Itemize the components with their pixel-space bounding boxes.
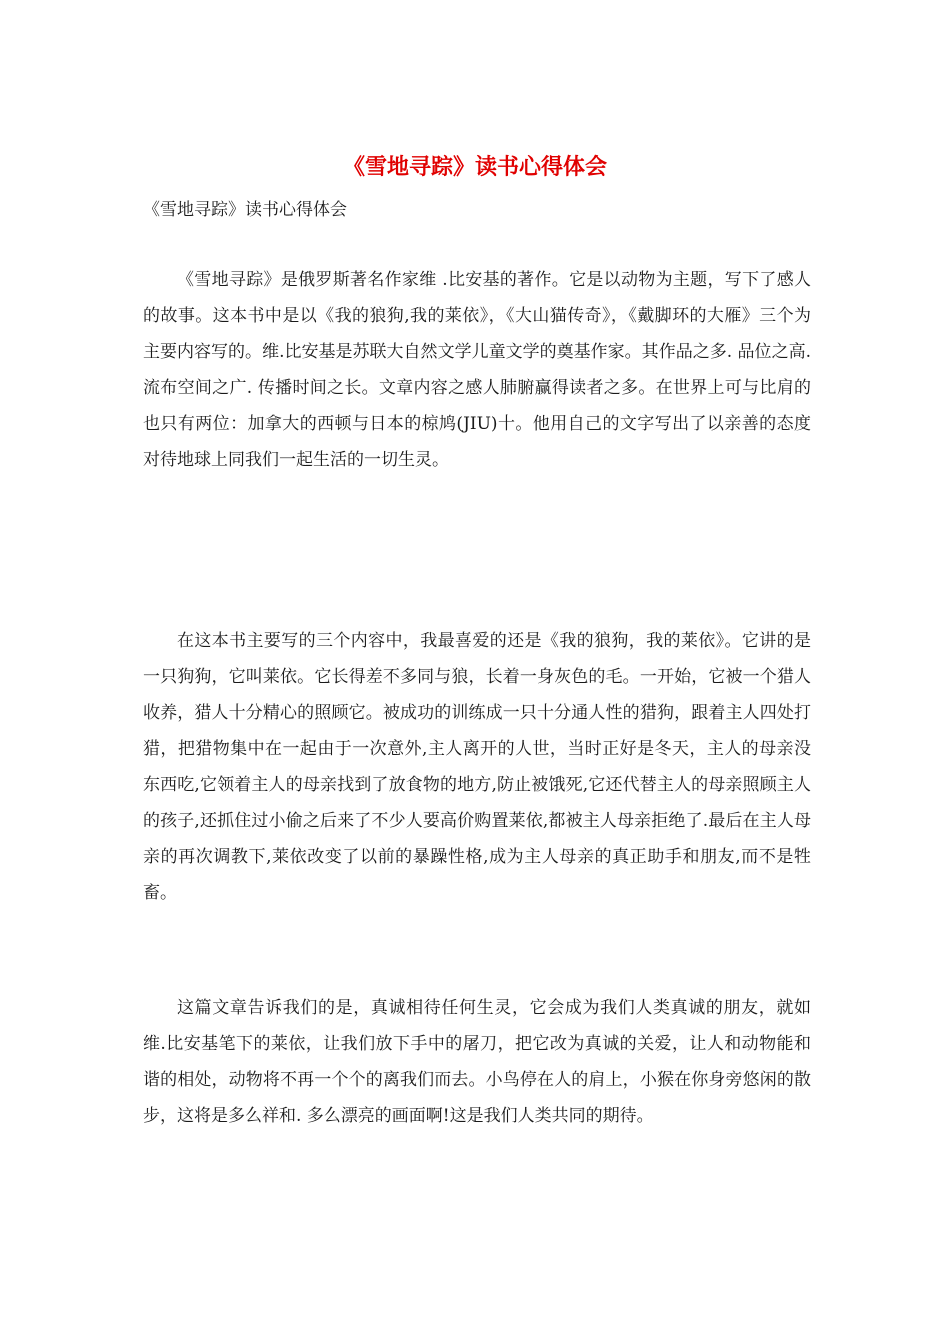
document-subtitle: 《雪地寻踪》读书心得体会 xyxy=(143,200,347,220)
paragraph-1: 《雪地寻踪》是俄罗斯著名作家维 .比安基的著作。它是以动物为主题，写下了感人的故事。这本书中是以《我的狼狗,我的莱依》，《大山猫传奇》，《戴脚环的大雁》三个为主要内容写的。维.比安基是苏联大自然文学儿童文学的奠基作家。其作品之多. 品位之高. 流布空间之广. 传播时间之长。文章内容之感人肺腑赢得读者之多。在世界上可与比肩的也只有两位：加拿大的西顿与日本的椋鸠(JIU)十。他用自己的文字写出了以亲善的态度对待地球上同我们一起生活的一切生灵。 xyxy=(143,270,811,470)
paragraph-3: 这篇文章告诉我们的是，真诚相待任何生灵，它会成为我们人类真诚的朋友，就如维.比安基笔下的莱依，让我们放下手中的屠刀，把它改为真诚的关爱，让人和动物能和谐的相处，动物将不再一个个的离我们而去。小鸟停在人的肩上，小猴在你身旁悠闲的散步，这将是多么祥和. 多么漂亮的画面啊!这是我们人类共同的期待。 xyxy=(143,998,811,1126)
document-title: 《雪地寻踪》读书心得体会 xyxy=(342,154,607,180)
paragraph-2: 在这本书主要写的三个内容中，我最喜爱的还是《我的狼狗，我的莱依》。它讲的是一只狗狗，它叫莱依。它长得差不多同与狼，长着一身灰色的毛。一开始，它被一个猎人收养，猎人十分精心的照顾它。被成功的训练成一只十分通人性的猎狗，跟着主人四处打猎，把猎物集中在一起由于一次意外,主人离开的人世，当时正好是冬天，主人的母亲没东西吃,它领着主人的母亲找到了放食物的地方,防止被饿死,它还代替主人的母亲照顾主人的孩子,还抓住过小偷之后来了不少人要高价购置莱依,都被主人母亲拒绝了.最后在主人母亲的再次调教下,莱依改变了以前的暴躁性格,成为主人母亲的真正助手和朋友,而不是牲畜。 xyxy=(143,631,811,903)
